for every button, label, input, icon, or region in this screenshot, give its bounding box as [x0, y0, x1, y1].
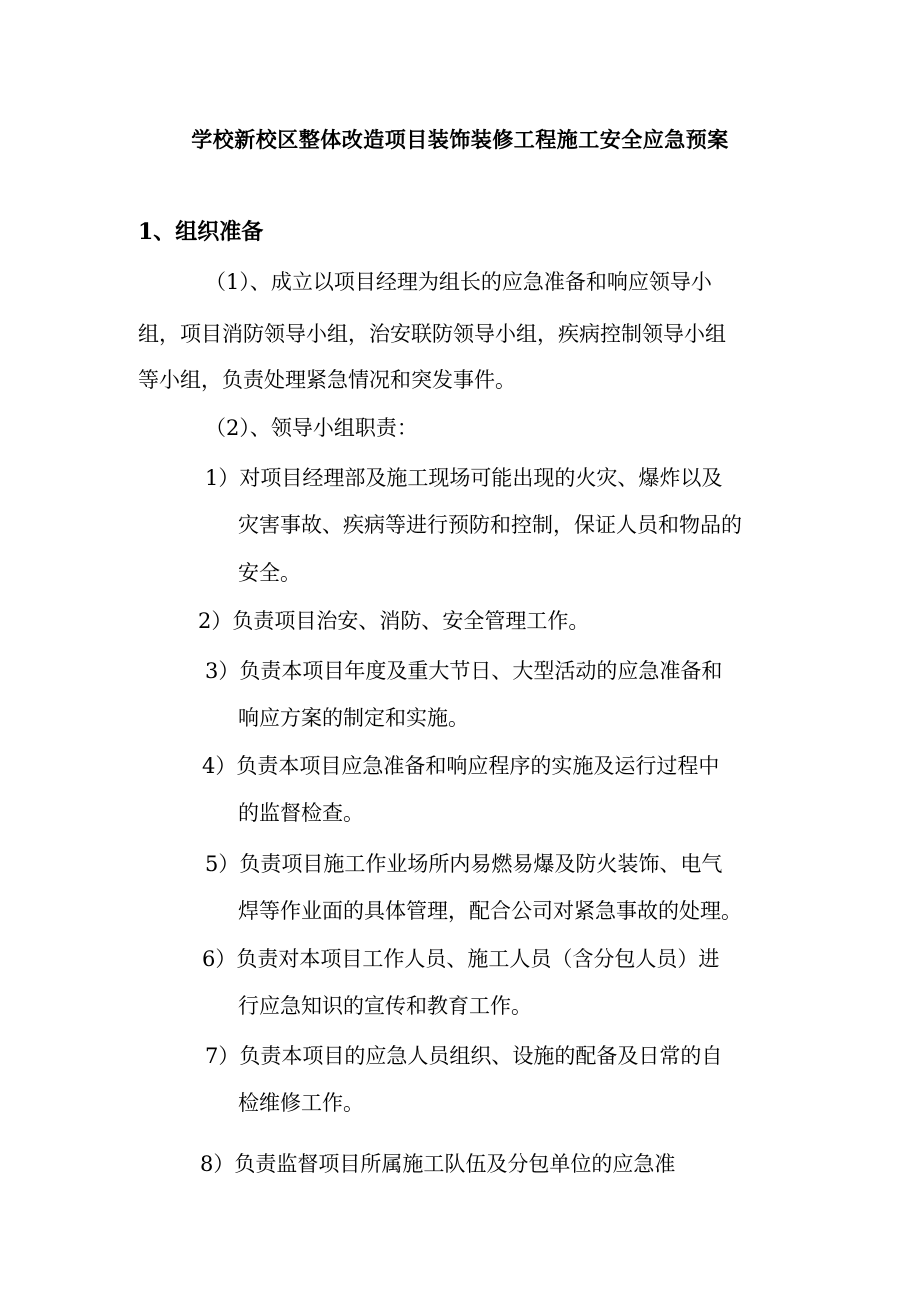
- list-item-line: 6）负责对本项目工作人员、施工人员（含分包人员）进: [202, 947, 720, 971]
- list-item-line: 焊等作业面的具体管理，配合公司对紧急事故的处理。: [238, 899, 742, 923]
- list-item-line: 1）对项目经理部及施工现场可能出现的火灾、爆炸以及: [205, 466, 723, 490]
- list-item-line: 响应方案的制定和实施。: [238, 706, 469, 730]
- paragraph-line: 等小组，负责处理紧急情况和突发事件。: [138, 368, 516, 392]
- list-item-line: 4）负责本项目应急准备和响应程序的实施及运行过程中: [202, 754, 720, 778]
- list-item-line: 安全。: [238, 561, 301, 585]
- list-item-line: 灾害事故、疾病等进行预防和控制，保证人员和物品的: [238, 513, 742, 537]
- list-item-line: 7）负责本项目的应急人员组织、设施的配备及日常的自: [205, 1044, 723, 1068]
- section-heading: 1、组织准备: [138, 219, 264, 245]
- list-item-line: 5）负责项目施工作业场所内易燃易爆及防火装饰、电气: [205, 852, 723, 876]
- paragraph-line: 组，项目消防领导小组，治安联防领导小组，疾病控制领导小组: [138, 322, 726, 346]
- list-item-line: 检维修工作。: [238, 1091, 364, 1115]
- list-item-line: 行应急知识的宣传和教育工作。: [238, 994, 532, 1018]
- list-item-line: 3）负责本项目年度及重大节日、大型活动的应急准备和: [205, 659, 723, 683]
- paragraph-line: （1）、成立以项目经理为组长的应急准备和响应领导小: [205, 270, 712, 294]
- list-item-line: 2）负责项目治安、消防、安全管理工作。: [198, 609, 590, 633]
- list-item-line: 8）负责监督项目所属施工队伍及分包单位的应急准: [200, 1152, 676, 1176]
- subheading-duties: （2）、领导小组职责：: [205, 416, 418, 440]
- document-title: 学校新校区整体改造项目装饰装修工程施工安全应急预案: [191, 127, 729, 152]
- list-item-line: 的监督检查。: [238, 801, 364, 825]
